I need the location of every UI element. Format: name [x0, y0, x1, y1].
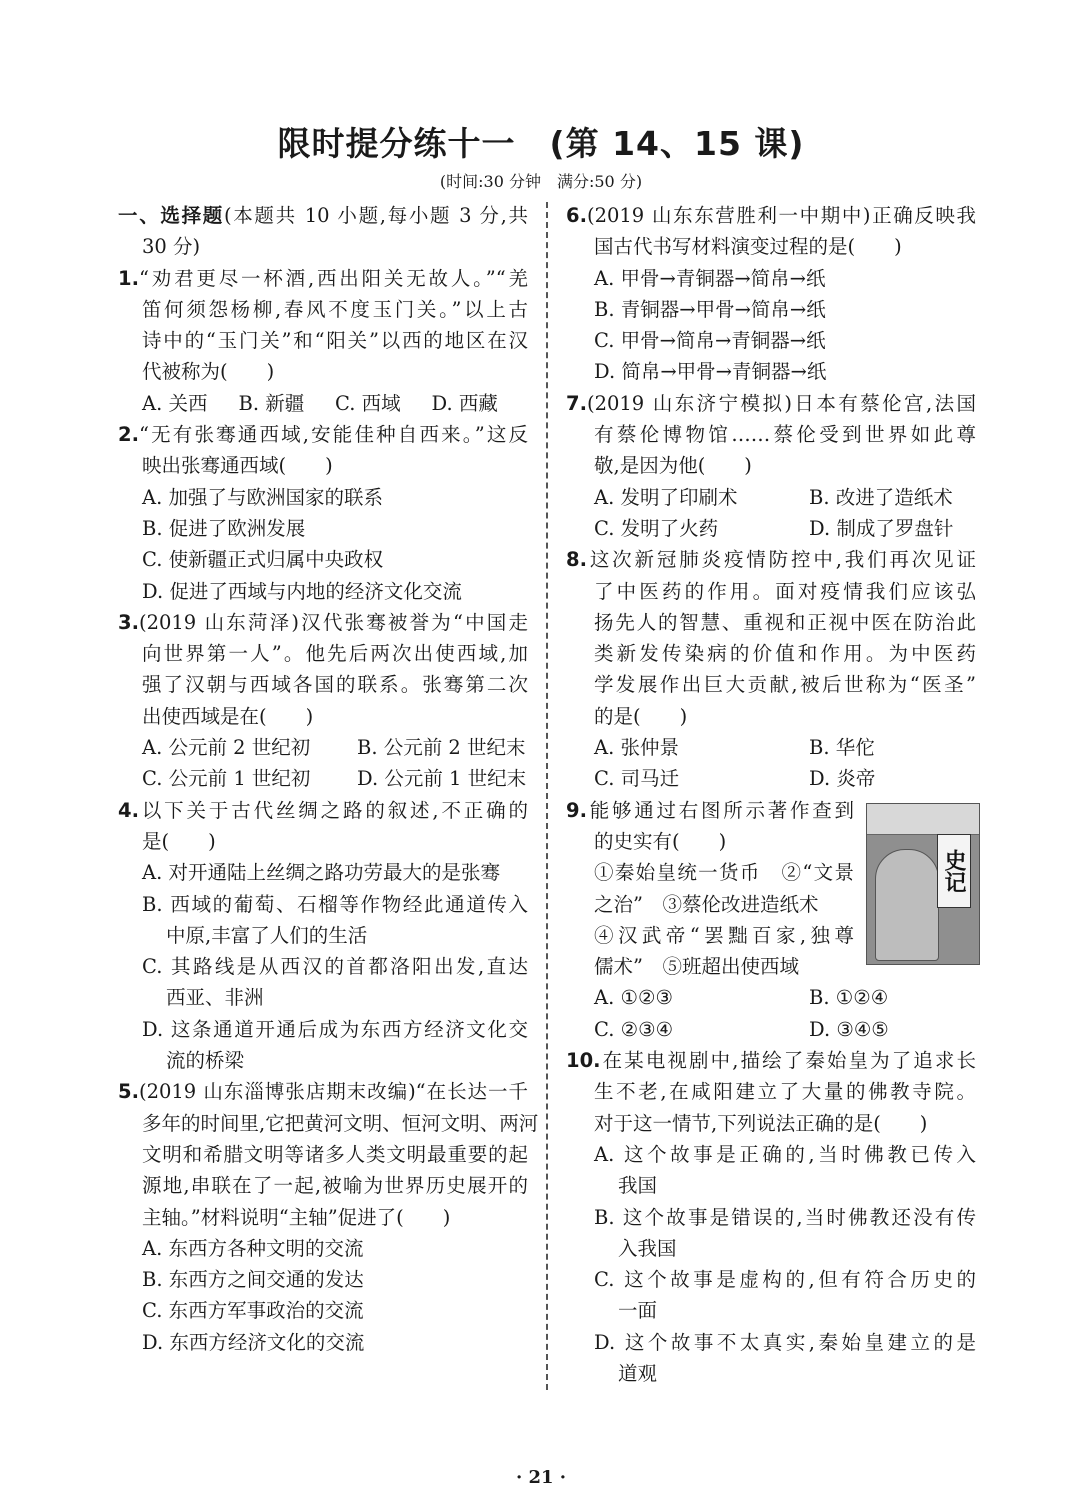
line-text: 国古代书写材料演变过程的是( ) [594, 235, 902, 259]
line-text: A. 对开通陆上丝绸之路功劳最大的是张骞 [142, 861, 500, 885]
section-heading: 一、选择题 [118, 204, 224, 227]
book-title: 史记 [937, 834, 971, 908]
text-line [566, 1327, 976, 1358]
text-line [566, 1264, 976, 1295]
q9-options-row-1 [566, 982, 976, 1013]
text-line [118, 450, 528, 481]
text-line [566, 701, 976, 732]
line-text: 对于这一情节,下列说法正确的是( ) [594, 1111, 928, 1135]
q7-option-a[interactable]: A. 发明了印刷术 [594, 485, 738, 509]
line-text: 儒术” ⑤班超出使西域 [594, 955, 799, 979]
text-line [566, 1295, 976, 1326]
text-line [566, 951, 854, 982]
line-text: ④汉武帝“罢黜百家,独尊 [594, 923, 854, 947]
text-line [118, 638, 528, 669]
q3-option-a[interactable]: A. 公元前 2 世纪初 [142, 736, 311, 760]
text-line [566, 450, 976, 481]
text-line [118, 889, 528, 920]
line-text: B. 西域的葡萄、石榴等作物经此通道传入 [142, 892, 528, 916]
line-text: 在某电视剧中,描绘了秦始皇为了追求长 [600, 1049, 976, 1073]
q7-option-b[interactable]: B. 改进了造纸术 [809, 485, 953, 509]
text-line [566, 795, 854, 826]
line-text: 西亚、非洲 [166, 986, 264, 1010]
line-text: “无有张骞通西域,安能佳种自西来。”这反 [138, 423, 528, 447]
line-text: C. 这个故事是虚构的,但有符合历史的 [594, 1268, 976, 1292]
line-text: 扬先人的智慧、重视和正视中医在防治此 [594, 610, 976, 634]
text-line [566, 857, 854, 888]
right-column [566, 200, 976, 1389]
q1-option-b[interactable]: B. 新疆 [238, 391, 305, 415]
text-line [118, 1108, 539, 1139]
text-line [118, 544, 528, 575]
q8-option-c[interactable]: C. 司马迁 [594, 767, 680, 791]
line-text: 学发展作出巨大贡献,被后世称为“医圣” [594, 673, 976, 697]
text-line [566, 826, 854, 857]
line-text: D. 促进了西域与内地的经济文化交流 [142, 579, 462, 603]
text-line [566, 889, 854, 920]
line-text: A. 甲骨→青铜器→简帛→纸 [594, 266, 826, 290]
line-text: D. 东西方经济文化的交流 [142, 1330, 365, 1354]
text-line [566, 920, 854, 951]
line-text: 代被称为( ) [142, 360, 275, 384]
q1-option-c[interactable]: C. 西域 [335, 391, 401, 415]
text-line [118, 294, 528, 325]
text-line [118, 669, 528, 700]
line-text: 源地,串联在了一起,被喻为世界历史展开的 [142, 1174, 528, 1198]
q3-option-c[interactable]: C. 公元前 1 世纪初 [142, 767, 311, 791]
text-line [118, 857, 528, 888]
text-line [118, 1233, 528, 1264]
question-number: 1. [118, 266, 139, 290]
q1-options [118, 388, 528, 419]
book-cover-pattern [867, 804, 979, 835]
text-line [118, 1295, 528, 1326]
text-line [566, 419, 976, 450]
line-text: B. 东西方之间交通的发达 [142, 1268, 364, 1292]
q7-option-d[interactable]: D. 制成了罗盘针 [809, 516, 954, 540]
text-line [566, 576, 976, 607]
text-line [566, 1358, 976, 1389]
text-line [566, 388, 976, 419]
text-line [566, 1139, 976, 1170]
text-line [118, 419, 528, 450]
text-line [566, 1045, 976, 1076]
page-subtitle: (时间:30 分钟 满分:50 分) [439, 172, 643, 191]
q8-options-row-1 [566, 732, 976, 763]
line-text: D. 简帛→甲骨→青铜器→纸 [594, 360, 827, 384]
line-text: 向世界第一人”。他先后两次出使西域,加 [142, 642, 528, 666]
line-text: 中原,丰富了人们的生活 [166, 923, 368, 947]
text-line [118, 325, 528, 356]
line-text: 有蔡伦博物馆……蔡伦受到世界如此尊 [594, 423, 976, 447]
line-text: 的史实有( ) [594, 829, 727, 853]
page-number: · 21 · [515, 1467, 567, 1488]
q1-option-d[interactable]: D. 西藏 [431, 391, 498, 415]
line-text: B. 促进了欧洲发展 [142, 516, 306, 540]
text-line [118, 482, 528, 513]
text-line [566, 1170, 976, 1201]
line-text: “劝君更尽一杯酒,西出阳关无故人。”“羌 [138, 266, 528, 290]
text-line [566, 231, 976, 262]
q9-options-row-2 [566, 1014, 976, 1045]
line-text: (2019 山东东营胜利一中期中)正确反映我 [586, 204, 976, 227]
text-line [118, 1202, 528, 1233]
text-line [118, 982, 528, 1013]
text-line [118, 231, 528, 262]
question-number: 5. [118, 1080, 139, 1104]
line-text: C. 使新疆正式归属中央政权 [142, 548, 384, 572]
line-text: (2019 山东济宁模拟)日本有蔡伦宫,法国 [586, 391, 976, 415]
text-line [118, 200, 528, 231]
text-line [118, 1264, 528, 1295]
q1-option-a[interactable]: A. 关西 [142, 391, 208, 415]
text-line [566, 544, 976, 575]
text-line [566, 1202, 976, 1233]
text-line [566, 294, 976, 325]
line-text: B. 青铜器→甲骨→简帛→纸 [594, 297, 826, 321]
line-text: 文明和希腊文明等诸多人类文明最重要的起 [142, 1142, 528, 1166]
text-line [118, 1170, 528, 1201]
text-line [118, 826, 528, 857]
q3-options-row-2 [118, 763, 528, 794]
question-number: 7. [566, 391, 587, 415]
question-number: 2. [118, 423, 139, 447]
line-text: D. 这个故事不太真实,秦始皇建立的是 [594, 1330, 976, 1354]
line-text: C. 甲骨→简帛→青铜器→纸 [594, 329, 826, 353]
line-text: 类新发传染病的价值和作用。为中医药 [594, 642, 976, 666]
q9-option-a[interactable]: A. ①②③ [594, 986, 673, 1010]
question-number: 4. [118, 798, 139, 822]
text-line [566, 1076, 976, 1107]
q7-options-row-2 [566, 513, 976, 544]
text-line [118, 607, 528, 638]
page-title: 限时提分练十一 (第 14、15 课) [277, 124, 805, 163]
q3-option-d[interactable]: D. 公元前 1 世纪末 [357, 767, 527, 791]
text-line [566, 638, 976, 669]
q8-option-a[interactable]: A. 张仲景 [594, 736, 679, 760]
line-text: 的是( ) [594, 704, 688, 728]
q3-options-row-1 [118, 732, 528, 763]
line-text: 道观 [618, 1361, 658, 1385]
text-line [566, 325, 976, 356]
q9-option-d[interactable]: D. ③④⑤ [809, 1017, 889, 1041]
text-line [118, 356, 528, 387]
historian-figure-icon [875, 849, 939, 961]
line-text: 了中医药的作用。面对疫情我们应该弘 [594, 579, 976, 603]
line-text: A. 东西方各种文明的交流 [142, 1236, 364, 1260]
column-divider [546, 202, 548, 1390]
line-text: 以下关于古代丝绸之路的叙述,不正确的 [138, 798, 528, 822]
text-line [118, 513, 528, 544]
text-line [118, 1076, 528, 1107]
line-text: 我国 [618, 1174, 658, 1198]
line-text: 这次新冠肺炎疫情防控中,我们再次见证 [586, 548, 976, 572]
question-number: 10. [566, 1049, 601, 1073]
line-text: B. 这个故事是错误的,当时佛教还没有传 [594, 1205, 976, 1229]
q9-option-b[interactable]: B. ①②④ [809, 986, 889, 1010]
line-text: D. 这条通道开通后成为东西方经济文化交 [142, 1017, 528, 1041]
q7-options-row-1 [566, 482, 976, 513]
text-line [566, 263, 976, 294]
q8-options-row-2 [566, 763, 976, 794]
line-text: 流的桥梁 [166, 1049, 245, 1073]
question-number: 6. [566, 204, 587, 227]
line-text: 多年的时间里,它把黄河文明、恒河文明、两河 [142, 1111, 539, 1135]
text-line [118, 1139, 528, 1170]
line-text: 一面 [618, 1299, 658, 1323]
q8-option-b[interactable]: B. 华佗 [809, 736, 875, 760]
line-text: 出使西域是在( ) [142, 704, 314, 728]
line-text: 是( ) [142, 829, 216, 853]
line-text: (本题共 10 小题,每小题 3 分,共 [223, 204, 528, 227]
line-text: 诗中的“玉门关”和“阳关”以西的地区在汉 [142, 329, 528, 353]
line-text: 入我国 [618, 1236, 677, 1260]
text-line [566, 607, 976, 638]
q3-option-b[interactable]: B. 公元前 2 世纪末 [357, 736, 526, 760]
text-line [566, 200, 976, 231]
text-line [566, 356, 976, 387]
text-line [566, 1233, 976, 1264]
line-text: ①秦始皇统一货币 ②“文景 [594, 861, 854, 885]
question-number: 9. [566, 798, 587, 822]
text-line [118, 795, 528, 826]
line-text: A. 加强了与欧洲国家的联系 [142, 485, 383, 509]
line-text: 之治” ③蔡伦改进造纸术 [594, 892, 819, 916]
line-text: 映出张骞通西域( ) [142, 454, 333, 478]
line-text: 生不老,在咸阳建立了大量的佛教寺院。 [594, 1080, 976, 1104]
line-text: (2019 山东菏泽)汉代张骞被誉为“中国走 [138, 610, 528, 634]
q8-option-d[interactable]: D. 炎帝 [809, 767, 876, 791]
line-text: C. 东西方军事政治的交流 [142, 1299, 364, 1323]
q7-option-c[interactable]: C. 发明了火药 [594, 516, 719, 540]
text-line [118, 576, 528, 607]
text-line [118, 263, 528, 294]
left-column [118, 200, 539, 1358]
line-text: 能够通过右图所示著作查到 [586, 798, 854, 822]
shiji-book-cover-image [866, 803, 980, 965]
text-line [566, 1108, 976, 1139]
question-number: 8. [566, 548, 587, 572]
text-line [118, 1327, 528, 1358]
line-text: C. 其路线是从西汉的首都洛阳出发,直达 [142, 955, 528, 979]
text-line [118, 951, 528, 982]
text-line [118, 701, 528, 732]
line-text: 敬,是因为他( ) [594, 454, 752, 478]
line-text: 30 分) [142, 235, 201, 259]
text-line [118, 920, 528, 951]
line-text: 强了汉朝与西域各国的联系。张骞第二次 [142, 673, 528, 697]
line-text: (2019 山东淄博张店期末改编)“在长达一千 [138, 1080, 528, 1104]
text-line [118, 1014, 528, 1045]
line-text: 笛何须怨杨柳,春风不度玉门关。”以上古 [142, 297, 528, 321]
text-line [118, 1045, 528, 1076]
line-text: 主轴。”材料说明“主轴”促进了( ) [142, 1205, 451, 1229]
q9-option-c[interactable]: C. ②③④ [594, 1017, 674, 1041]
text-line [566, 669, 976, 700]
question-number: 3. [118, 610, 139, 634]
line-text: A. 这个故事是正确的,当时佛教已传入 [594, 1142, 976, 1166]
